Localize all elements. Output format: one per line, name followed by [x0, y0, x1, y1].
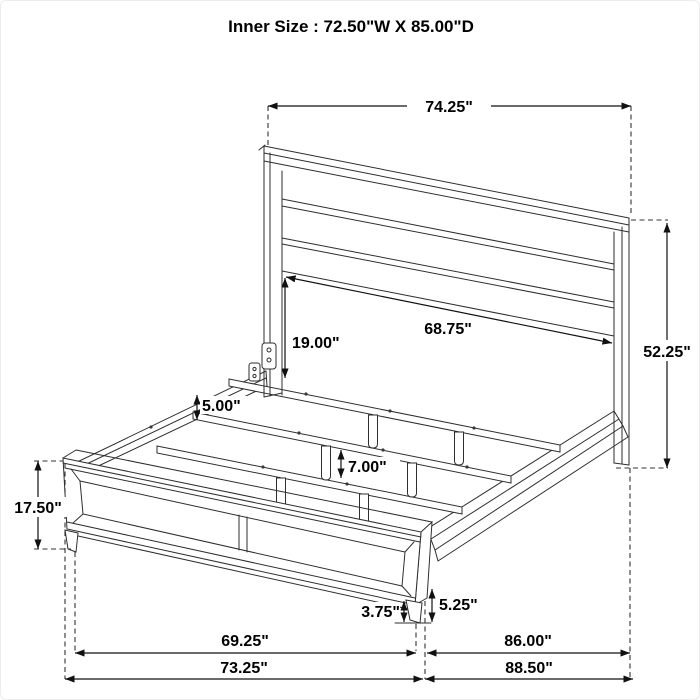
bracket-plate-upper: [262, 343, 276, 369]
dim-label-rail-clearance: 5.25": [439, 597, 478, 614]
slat2-leg-b: [408, 463, 417, 497]
dim-label-headboard-height: 52.25": [643, 344, 691, 361]
dim-label-headboard-width: 74.25": [425, 99, 473, 116]
dim-label-footboard-height: 17.50": [14, 500, 62, 517]
slat1-leg-b: [455, 432, 464, 465]
headboard-cap-line1: [264, 153, 629, 225]
dim-label-rail-height: 5.00": [202, 398, 241, 415]
page-title: Inner Size : 72.50"W X 85.00"D: [228, 17, 474, 36]
headboard-cap-line2: [264, 161, 629, 232]
bracket-plate-lower: [249, 363, 260, 381]
groove2-top: [282, 238, 614, 302]
footboard-right-leg: [406, 600, 422, 623]
dimension-lines: [38, 106, 667, 679]
rail-bracket-hardware: [249, 343, 276, 381]
dim-label-panel-to-rail: 19.00": [292, 335, 340, 352]
right-rail-flange: [438, 437, 628, 561]
footboard-left-leg: [65, 530, 78, 552]
headboard: [249, 145, 629, 465]
slat1-leg-a: [369, 415, 378, 448]
dim-label-inner-length: 86.00": [504, 633, 552, 650]
groove2-bottom: [282, 244, 614, 308]
headboard-top-edge: [264, 146, 629, 218]
slat2-leg-a: [322, 446, 331, 480]
dim-label-footboard-inner-width: 69.25": [221, 633, 269, 650]
dim-label-outer-length: 88.50": [505, 660, 553, 677]
groove1-top: [282, 199, 614, 264]
extension-lines: [34, 106, 668, 679]
dim-label-support-leg-height: 7.00": [348, 459, 387, 476]
groove1-bottom: [282, 206, 614, 270]
bed-diagram-svg: [1, 1, 700, 700]
dim-label-footboard-outer-width: 73.25": [220, 660, 268, 677]
dim-label-footboard-leg-height: 3.75": [361, 604, 400, 621]
dim-label-inner-panel-width: 68.75": [424, 321, 472, 338]
slat-1: [229, 379, 560, 452]
